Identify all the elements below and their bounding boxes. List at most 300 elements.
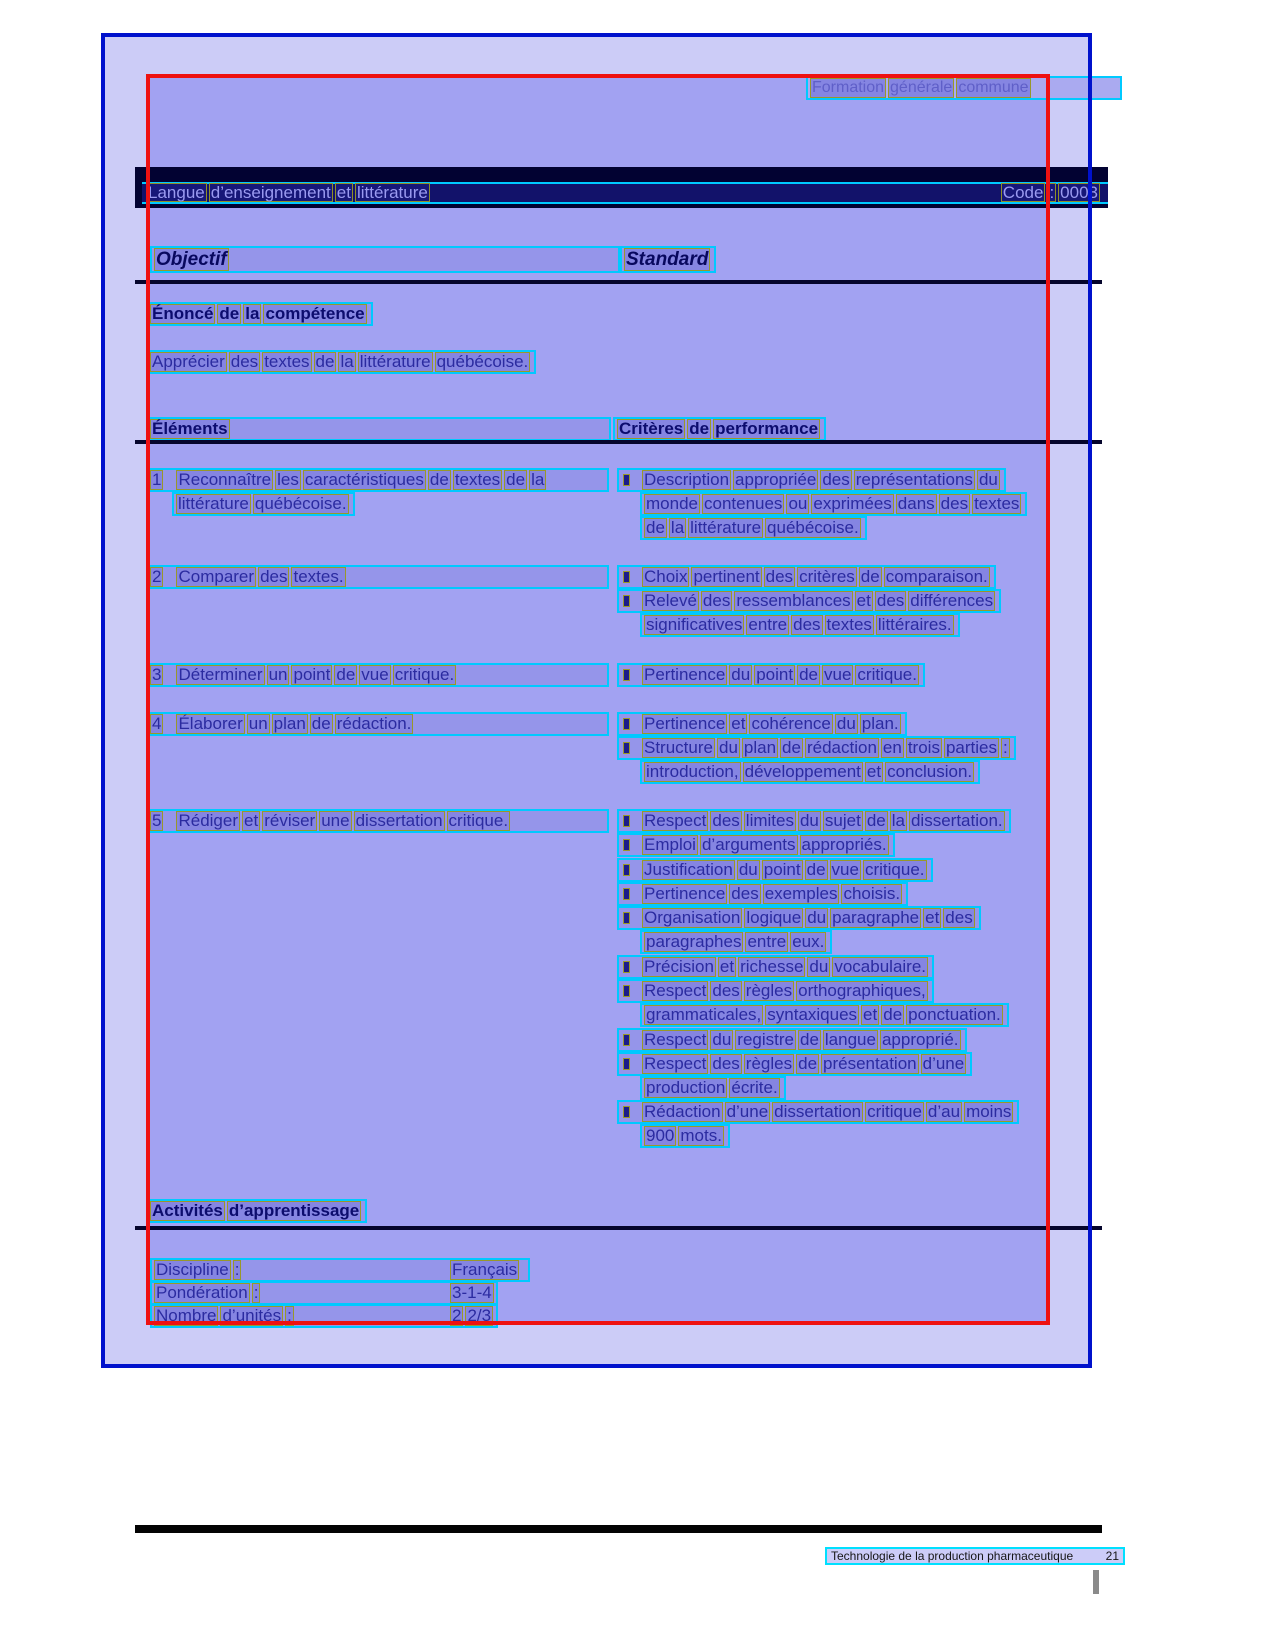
word-box: des bbox=[822, 470, 850, 489]
word-box: et bbox=[244, 811, 259, 830]
word-box: générale bbox=[890, 79, 953, 96]
criterion-text bbox=[642, 1103, 1015, 1121]
word-box: la bbox=[245, 304, 260, 323]
bullet-icon bbox=[624, 1059, 629, 1069]
word-box: littérature bbox=[359, 352, 431, 371]
word-box: vue bbox=[824, 665, 852, 684]
word-box: de bbox=[311, 714, 331, 733]
word-box: : bbox=[1049, 183, 1055, 202]
criterion-line bbox=[640, 492, 1027, 516]
word-box: significatives bbox=[646, 615, 743, 634]
word-box: richesse bbox=[740, 957, 804, 976]
word-box: ressemblances bbox=[736, 591, 851, 610]
criterion-line bbox=[640, 613, 960, 637]
word-box: littérature bbox=[178, 494, 249, 513]
ponderation-label bbox=[154, 1283, 262, 1303]
word-box: québécoise. bbox=[254, 494, 347, 513]
word-box: conclusion. bbox=[887, 762, 973, 781]
word-box: de bbox=[689, 419, 710, 438]
word-box: Pertinence bbox=[644, 714, 726, 733]
course-title bbox=[146, 183, 432, 203]
word-box: textes bbox=[454, 470, 501, 489]
criterion-text bbox=[642, 666, 921, 684]
word-box: la bbox=[531, 470, 545, 489]
word-box: écrite. bbox=[731, 1078, 778, 1097]
bullet-icon bbox=[624, 913, 629, 923]
element-3-text bbox=[176, 666, 458, 684]
standard-header-line bbox=[620, 246, 716, 273]
criterion-line bbox=[617, 736, 1016, 760]
element-3-number: 3 bbox=[152, 665, 162, 684]
criterion-line bbox=[617, 955, 934, 979]
footer-program-title: Technologie de la production pharmaceutique bbox=[831, 1549, 1074, 1563]
word-box: : bbox=[234, 1260, 240, 1279]
criterion-text bbox=[642, 1031, 963, 1049]
bullet-icon bbox=[624, 1035, 629, 1045]
word-box: approprié. bbox=[881, 1030, 959, 1049]
elements-header bbox=[150, 420, 232, 438]
criterion-line bbox=[617, 882, 908, 906]
word-box: et bbox=[719, 957, 735, 976]
objectif-header-line bbox=[150, 246, 620, 273]
bullet-icon bbox=[624, 840, 629, 850]
bullet-icon bbox=[624, 743, 629, 753]
word-box: Comparer bbox=[178, 567, 255, 586]
footer-rule bbox=[135, 1525, 1102, 1533]
word-box: différences bbox=[910, 591, 994, 610]
criterion-text bbox=[642, 812, 1007, 830]
word-box: et bbox=[925, 908, 940, 927]
criterion-text bbox=[644, 1079, 782, 1097]
criterion-text bbox=[642, 1055, 968, 1073]
word-box: la bbox=[670, 518, 685, 537]
word-box: des bbox=[731, 884, 759, 903]
word-box: textes bbox=[826, 615, 872, 634]
word-box: entre bbox=[748, 615, 788, 634]
word-box: de bbox=[506, 470, 526, 489]
element-4-text bbox=[176, 715, 415, 733]
word-box: Code bbox=[1002, 183, 1044, 202]
word-box: langue bbox=[824, 1030, 876, 1049]
word-box: caractéristiques bbox=[304, 470, 424, 489]
criterion-text bbox=[642, 982, 930, 1000]
element-2-number: 2 bbox=[152, 567, 162, 586]
criterion-line bbox=[617, 1052, 972, 1076]
word-box: d’une bbox=[922, 1054, 965, 1073]
word-box: des bbox=[945, 908, 973, 927]
word-box: dissertation bbox=[355, 811, 443, 830]
word-box: développement bbox=[744, 762, 861, 781]
criterion-text bbox=[642, 861, 929, 879]
section-rule-3 bbox=[135, 1226, 1102, 1230]
word-box: de bbox=[219, 304, 240, 323]
word-box: critique bbox=[867, 1102, 922, 1121]
element-5-line-1 bbox=[146, 809, 609, 833]
word-box: Structure bbox=[644, 738, 713, 757]
word-box: Emploi bbox=[644, 835, 696, 854]
bullet-icon bbox=[624, 986, 629, 996]
word-box: une bbox=[321, 811, 350, 830]
word-box: Élaborer bbox=[178, 714, 243, 733]
word-box: et bbox=[336, 183, 351, 202]
word-box: plan bbox=[273, 714, 306, 733]
criterion-line bbox=[640, 516, 867, 540]
word-box: Justification bbox=[644, 860, 733, 879]
course-code bbox=[1001, 183, 1102, 203]
word-box: appropriée bbox=[735, 470, 817, 489]
word-box: plan bbox=[743, 738, 777, 757]
word-box: vue bbox=[361, 665, 389, 684]
word-box: critères bbox=[799, 567, 855, 586]
word-box: cohérence bbox=[751, 714, 831, 733]
course-title-bar bbox=[135, 167, 1108, 208]
criterion-line bbox=[617, 468, 1006, 492]
word-box: point bbox=[763, 860, 801, 879]
footer-line bbox=[825, 1547, 1125, 1565]
word-box: : bbox=[253, 1283, 259, 1302]
unites-label bbox=[154, 1306, 296, 1326]
word-box: textes bbox=[974, 494, 1020, 513]
element-5-text bbox=[176, 812, 512, 830]
word-box: un bbox=[248, 714, 268, 733]
word-box: dans bbox=[897, 494, 935, 513]
unites-value bbox=[450, 1307, 495, 1325]
word-box: production bbox=[646, 1078, 726, 1097]
word-box: et bbox=[731, 714, 746, 733]
word-box: du bbox=[712, 1030, 732, 1049]
word-box: point bbox=[756, 665, 794, 684]
word-box: trois bbox=[907, 738, 940, 757]
word-box: des bbox=[793, 615, 821, 634]
word-box: de bbox=[782, 738, 801, 757]
word-box: des bbox=[702, 591, 731, 610]
word-box: Respect bbox=[644, 981, 707, 1000]
word-box: présentation bbox=[823, 1054, 917, 1073]
word-box: compétence bbox=[265, 304, 365, 323]
word-box: Activités bbox=[152, 1201, 223, 1220]
objectif-header bbox=[154, 249, 231, 270]
criteres-header-line bbox=[613, 417, 826, 441]
word-box: : bbox=[1002, 738, 1008, 757]
word-box: de bbox=[883, 1005, 903, 1024]
word-box: Description bbox=[644, 470, 730, 489]
criterion-text bbox=[642, 885, 904, 903]
word-box: en bbox=[882, 738, 902, 757]
bullet-icon bbox=[624, 816, 629, 826]
element-1-line-2 bbox=[172, 492, 355, 516]
competence-statement bbox=[150, 353, 532, 371]
bullet-icon bbox=[624, 962, 629, 972]
word-box: la bbox=[340, 352, 354, 371]
word-box: Critères bbox=[619, 419, 684, 438]
word-box: les bbox=[277, 470, 299, 489]
word-box: réviser bbox=[264, 811, 316, 830]
word-box: québécoise. bbox=[767, 518, 859, 537]
word-box: point bbox=[293, 665, 331, 684]
word-box: Respect bbox=[644, 1030, 707, 1049]
word-box: Respect bbox=[644, 1054, 707, 1073]
element-4-line-1 bbox=[146, 712, 609, 736]
word-box: du bbox=[799, 811, 819, 830]
word-box: 2 bbox=[452, 1306, 462, 1325]
criteres-header bbox=[617, 420, 822, 438]
footer-page-number: 21 bbox=[1105, 1549, 1119, 1563]
criterion-text bbox=[642, 471, 1002, 489]
word-box: Éléments bbox=[152, 419, 228, 438]
word-box: du bbox=[978, 470, 998, 489]
word-box: d’enseignement bbox=[210, 183, 331, 202]
section-rule-2 bbox=[135, 440, 1102, 444]
word-box: 3-1-4 bbox=[452, 1283, 492, 1302]
word-box: Rédaction bbox=[644, 1102, 721, 1121]
bullet-icon bbox=[624, 572, 629, 582]
word-box: un bbox=[268, 665, 288, 684]
competence-heading-line bbox=[146, 302, 373, 326]
activites-heading bbox=[150, 1202, 363, 1220]
word-box: de bbox=[646, 518, 665, 537]
criterion-text bbox=[642, 592, 997, 610]
word-box: ponctuation. bbox=[908, 1005, 1001, 1024]
word-box: critique. bbox=[394, 665, 455, 684]
word-box: exemples bbox=[764, 884, 838, 903]
word-box: du bbox=[738, 860, 758, 879]
word-box: Langue bbox=[148, 183, 205, 202]
word-box: du bbox=[836, 714, 856, 733]
word-box: Respect bbox=[644, 811, 707, 830]
discipline-label bbox=[154, 1260, 243, 1280]
word-box: 2/3 bbox=[467, 1306, 492, 1325]
section-rule-1 bbox=[135, 280, 1102, 284]
standard-header bbox=[624, 249, 712, 270]
criterion-text bbox=[644, 933, 828, 951]
criterion-line bbox=[640, 1076, 786, 1100]
word-box: comparaison. bbox=[885, 567, 988, 586]
word-box: des bbox=[260, 567, 288, 586]
criterion-line bbox=[640, 1124, 730, 1148]
word-box: québécoise. bbox=[436, 352, 529, 371]
word-box: du bbox=[807, 908, 827, 927]
word-box: la bbox=[891, 811, 905, 830]
discipline-value bbox=[450, 1261, 521, 1279]
word-box: eux. bbox=[792, 932, 825, 951]
word-box: des bbox=[712, 811, 740, 830]
word-box: littéraires. bbox=[877, 615, 952, 634]
word-box: littérature bbox=[690, 518, 762, 537]
criterion-text bbox=[642, 715, 903, 733]
word-box: choisis. bbox=[843, 884, 901, 903]
criterion-line bbox=[617, 663, 925, 687]
word-box: entre bbox=[747, 932, 787, 951]
word-box: et bbox=[866, 762, 882, 781]
word-box: Énoncé bbox=[152, 304, 214, 323]
word-box: vocabulaire. bbox=[834, 957, 927, 976]
criterion-text bbox=[642, 836, 891, 854]
word-box: logique bbox=[746, 908, 802, 927]
word-box: Objectif bbox=[156, 249, 227, 270]
word-box: vue bbox=[831, 860, 859, 879]
word-box: des bbox=[230, 352, 259, 371]
word-box: mots. bbox=[680, 1126, 722, 1145]
word-box: 0003 bbox=[1060, 183, 1098, 202]
word-box: paragraphes bbox=[646, 932, 742, 951]
word-box: de bbox=[799, 1030, 819, 1049]
word-box: de bbox=[336, 665, 356, 684]
criterion-text bbox=[644, 763, 976, 781]
element-1-number: 1 bbox=[152, 470, 162, 489]
formation-generale-text bbox=[810, 79, 1033, 97]
criterion-line bbox=[617, 1100, 1019, 1124]
ponderation-value bbox=[450, 1284, 496, 1302]
word-box: du bbox=[718, 738, 738, 757]
word-box: des bbox=[940, 494, 969, 513]
criterion-line bbox=[640, 1003, 1009, 1027]
element-3-line-1 bbox=[146, 663, 609, 687]
word-box: Pertinence bbox=[644, 665, 726, 684]
element-5-number: 5 bbox=[152, 811, 162, 830]
word-box: syntaxiques bbox=[767, 1005, 858, 1024]
word-box: Formation bbox=[812, 79, 885, 96]
formation-generale-line bbox=[806, 76, 1122, 100]
criterion-text bbox=[642, 568, 992, 586]
criterion-line bbox=[617, 809, 1011, 833]
word-box: du bbox=[809, 957, 829, 976]
word-box: d’unités bbox=[222, 1306, 282, 1325]
word-box: registre bbox=[737, 1030, 794, 1049]
word-box: d’au bbox=[927, 1102, 961, 1121]
competence-heading bbox=[150, 305, 369, 323]
word-box: Rédiger bbox=[178, 811, 239, 830]
word-box: orthographiques, bbox=[798, 981, 926, 1000]
word-box: et bbox=[863, 1005, 878, 1024]
word-box: critique. bbox=[448, 811, 509, 830]
word-box: ou bbox=[788, 494, 808, 513]
word-box: de bbox=[429, 470, 449, 489]
gray-marker bbox=[1093, 1570, 1099, 1594]
element-1-text bbox=[176, 471, 548, 489]
word-box: Précision bbox=[644, 957, 714, 976]
word-box: des bbox=[712, 1054, 740, 1073]
bullet-icon bbox=[624, 889, 629, 899]
discipline-row bbox=[150, 1258, 530, 1282]
criterion-line bbox=[617, 906, 981, 930]
bullet-icon bbox=[624, 670, 629, 680]
word-box: des bbox=[712, 981, 740, 1000]
word-box: 900 bbox=[646, 1126, 675, 1145]
word-box: d’arguments bbox=[701, 835, 796, 854]
competence-statement-line bbox=[146, 350, 536, 374]
word-box: règles bbox=[745, 981, 793, 1000]
word-box: exprimées bbox=[813, 494, 892, 513]
word-box: Français bbox=[452, 1260, 518, 1279]
word-box: contenues bbox=[703, 494, 783, 513]
criterion-text bbox=[644, 616, 956, 634]
criterion-line bbox=[617, 712, 907, 736]
word-box: paragraphe bbox=[832, 908, 920, 927]
word-box: de bbox=[315, 352, 335, 371]
word-box: de bbox=[860, 567, 880, 586]
element-1-line-1 bbox=[146, 468, 609, 492]
word-box: Apprécier bbox=[152, 352, 225, 371]
word-box: de bbox=[806, 860, 826, 879]
word-box: textes. bbox=[293, 567, 344, 586]
word-box: Choix bbox=[644, 567, 688, 586]
criterion-text bbox=[644, 1127, 726, 1145]
word-box: Reconnaître bbox=[178, 470, 272, 489]
criterion-line bbox=[617, 979, 934, 1003]
word-box: représentations bbox=[855, 470, 973, 489]
bullet-icon bbox=[624, 865, 629, 875]
word-box: de bbox=[866, 811, 886, 830]
word-box: d’apprentissage bbox=[228, 1201, 360, 1220]
bullet-icon bbox=[624, 596, 629, 606]
criterion-text bbox=[644, 495, 1023, 513]
word-box: monde bbox=[646, 494, 698, 513]
element-2-text bbox=[176, 568, 347, 586]
criterion-line bbox=[617, 1028, 967, 1052]
word-box: introduction, bbox=[646, 762, 739, 781]
word-box: performance bbox=[715, 419, 819, 438]
bullet-icon bbox=[624, 719, 629, 729]
criterion-text bbox=[642, 958, 930, 976]
criterion-line bbox=[617, 565, 996, 589]
word-box: Discipline bbox=[156, 1260, 229, 1279]
criterion-line bbox=[617, 589, 1001, 613]
word-box: et bbox=[856, 591, 871, 610]
word-box: limites bbox=[745, 811, 794, 830]
word-box: littérature bbox=[356, 183, 428, 202]
word-box: commune bbox=[958, 79, 1029, 96]
word-box: Pertinence bbox=[644, 884, 726, 903]
bullet-icon bbox=[624, 1107, 629, 1117]
word-box: du bbox=[731, 665, 751, 684]
word-box: pertinent bbox=[693, 567, 760, 586]
word-box: dissertation. bbox=[910, 811, 1003, 830]
criterion-line bbox=[617, 833, 895, 857]
word-box: rédaction bbox=[806, 738, 877, 757]
word-box: plan. bbox=[861, 714, 899, 733]
word-box: de bbox=[799, 665, 818, 684]
word-box: Relevé bbox=[644, 591, 697, 610]
word-box: de bbox=[798, 1054, 818, 1073]
word-box: Nombre bbox=[156, 1306, 217, 1325]
criterion-line bbox=[617, 858, 933, 882]
element-4-number: 4 bbox=[152, 714, 162, 733]
word-box: : bbox=[287, 1306, 292, 1325]
word-box: parties bbox=[945, 738, 997, 757]
unites-row bbox=[150, 1304, 498, 1328]
elements-header-line bbox=[146, 417, 611, 441]
criterion-text bbox=[642, 739, 1012, 757]
criterion-text bbox=[644, 519, 863, 537]
word-box: critique. bbox=[864, 860, 925, 879]
criterion-text bbox=[642, 909, 977, 927]
element-2-line-1 bbox=[146, 565, 609, 589]
activites-heading-line bbox=[146, 1199, 367, 1223]
word-box: dissertation bbox=[774, 1102, 862, 1121]
word-box: moins bbox=[966, 1102, 1012, 1121]
word-box: rédaction. bbox=[336, 714, 412, 733]
word-box: Pondération bbox=[156, 1283, 248, 1302]
word-box: Déterminer bbox=[178, 665, 263, 684]
course-title-strip bbox=[142, 182, 1108, 204]
word-box: d’une bbox=[726, 1102, 769, 1121]
criterion-line bbox=[640, 930, 832, 954]
word-box: grammaticales, bbox=[646, 1005, 762, 1024]
word-box: appropriés. bbox=[801, 835, 887, 854]
bullet-icon bbox=[624, 475, 629, 485]
word-box: des bbox=[765, 567, 794, 586]
element-1-text-cont bbox=[176, 495, 351, 513]
